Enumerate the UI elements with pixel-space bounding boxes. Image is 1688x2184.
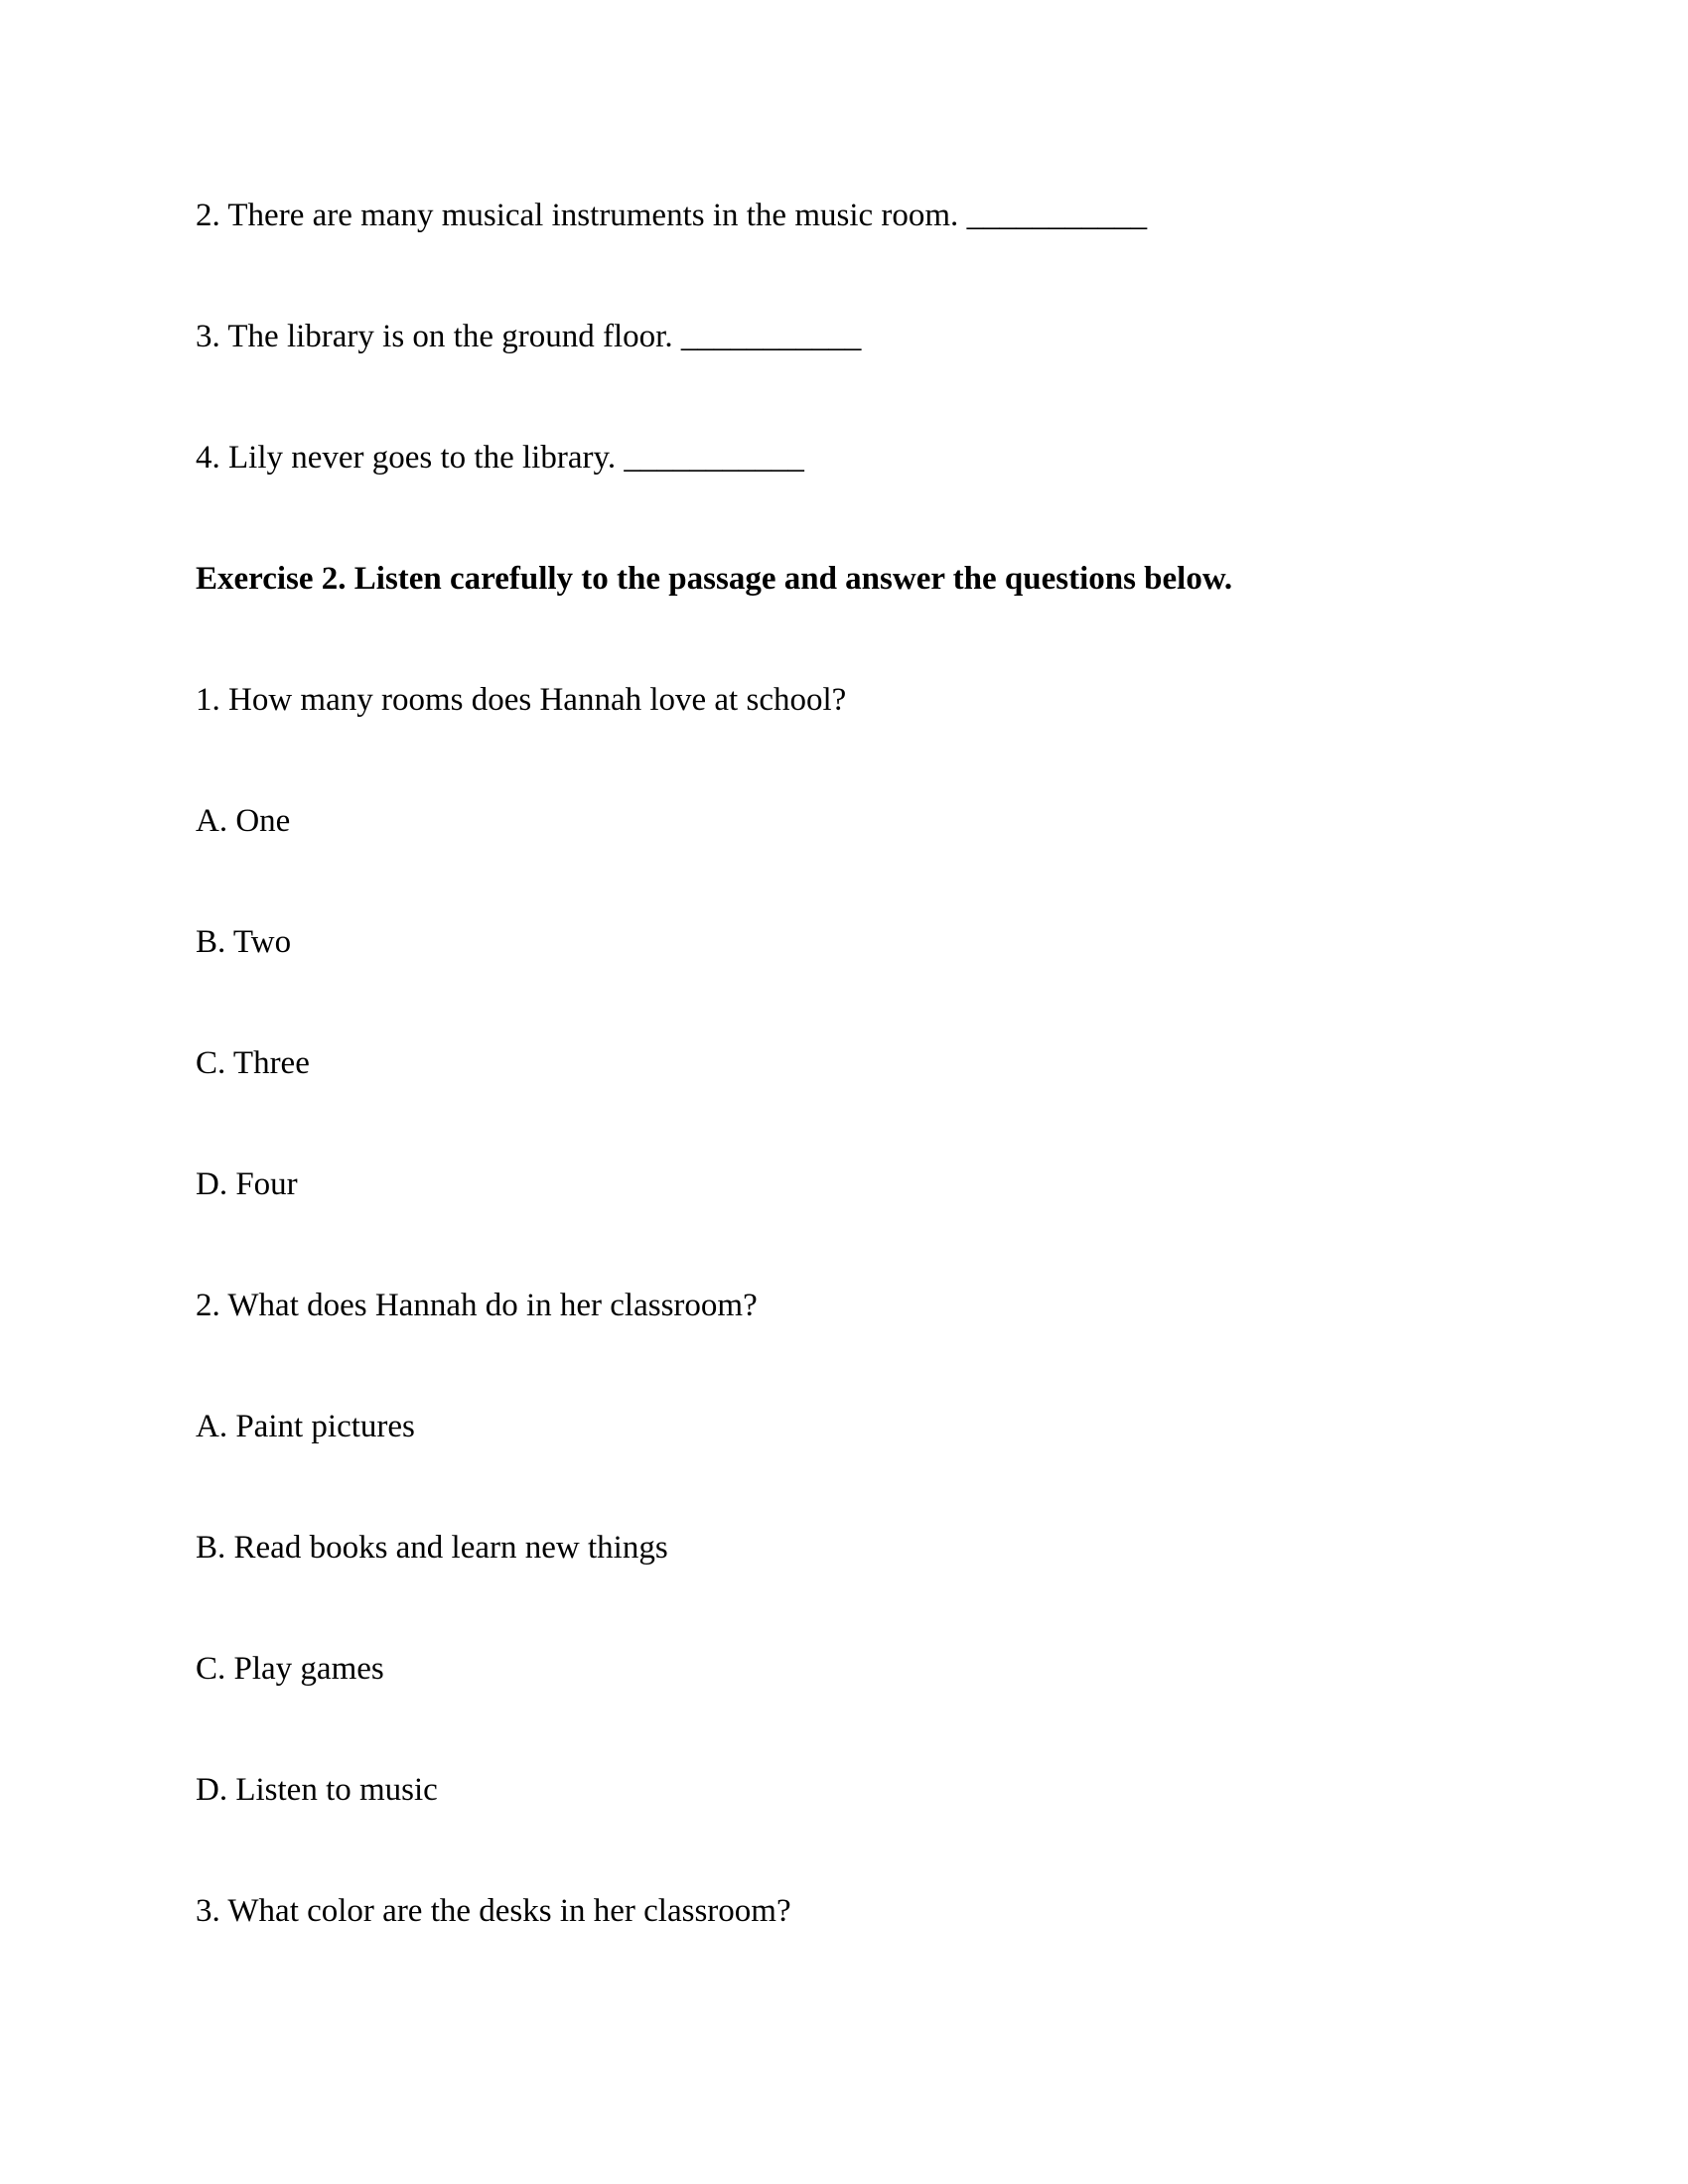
question-1-option-b: B. Two <box>196 924 292 960</box>
true-false-item-2 <box>196 196 1509 235</box>
true-false-item-3-text: 3. The library is on the ground floor. <box>196 319 673 354</box>
question-1-option-a: A. One <box>196 803 291 839</box>
question-2-option-d: D. Listen to music <box>196 1772 438 1808</box>
question-1-option-c: C. Three <box>196 1045 310 1081</box>
question-2-option-c: C. Play games <box>196 1651 384 1687</box>
true-false-item-3-blank: ___________ <box>672 319 862 354</box>
true-false-item-4-blank: ___________ <box>616 440 804 476</box>
question-3: 3. What color are the desks in her classroom? <box>196 1893 791 1929</box>
true-false-item-2-text: 2. There are many musical instruments in the music room. <box>196 198 959 233</box>
true-false-item-4 <box>196 438 1509 478</box>
question-2-option-a: A. Paint pictures <box>196 1409 415 1444</box>
exercise-2-heading: Exercise 2. Listen carefully to the passage and answer the questions below. <box>196 561 1233 597</box>
true-false-item-4-text: 4. Lily never goes to the library. <box>196 440 617 476</box>
document-content <box>196 196 1509 2012</box>
true-false-item-3 <box>196 317 1509 356</box>
question-2: 2. What does Hannah do in her classroom? <box>196 1288 758 1323</box>
question-2-option-b: B. Read books and learn new things <box>196 1530 668 1566</box>
question-1: 1. How many rooms does Hannah love at school? <box>196 682 847 718</box>
question-1-option-d: D. Four <box>196 1166 298 1202</box>
true-false-item-2-blank: ___________ <box>958 198 1148 233</box>
